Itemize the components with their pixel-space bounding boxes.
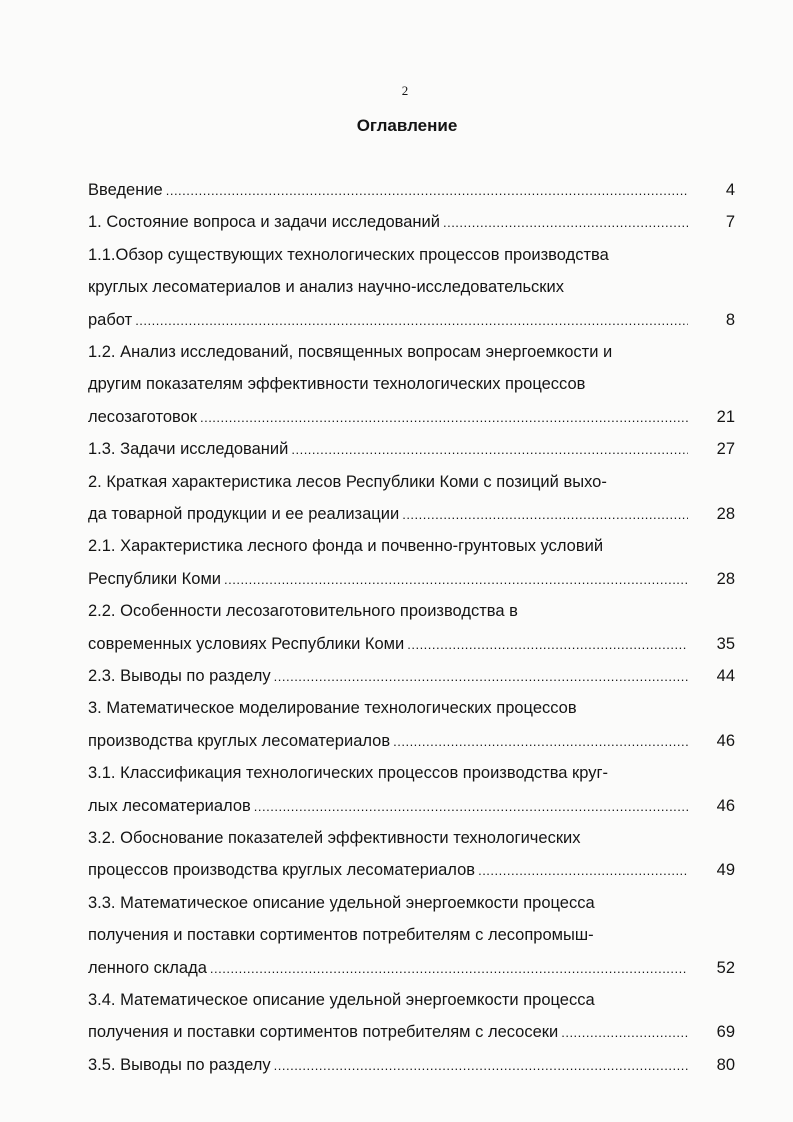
toc-leader-dots [254, 795, 688, 819]
toc-page-number: 69 [716, 1023, 735, 1042]
toc-entry-text: производства круглых лесоматериалов [88, 731, 391, 750]
toc-page-number: 80 [716, 1055, 735, 1074]
toc-entry-text: современных условиях Республики Коми [88, 634, 405, 653]
toc-leader-dots [166, 179, 688, 203]
toc-leader-dots [274, 665, 688, 689]
toc-entry-line [88, 437, 688, 461]
toc-leader-dots [478, 859, 688, 883]
toc-entry-line [88, 308, 688, 332]
toc-page-number: 4 [725, 181, 735, 199]
toc-entry-line [88, 502, 688, 526]
toc-entry-line [88, 405, 688, 429]
toc-entry-text: получения и поставки сортиментов потребителям с лесосеки [88, 1023, 559, 1042]
toc-entry-text: 1.3. Задачи исследований [88, 440, 289, 459]
toc-entry-line [88, 340, 612, 364]
toc-entry-line [88, 826, 581, 850]
toc-entry-text: работ [88, 310, 133, 329]
toc-entry-text: 2.1. Характеристика лесного фонда и почвенно-грунтовых условий [88, 537, 604, 556]
toc-page-number: 7 [725, 213, 735, 232]
toc-entry-line [88, 1053, 688, 1077]
toc-entry-line [88, 632, 688, 656]
toc-page-number: 8 [725, 310, 735, 329]
toc-entry-line [88, 858, 688, 882]
toc-entry-text: процессов производства круглых лесоматериалов [88, 861, 476, 880]
toc-entry-line [88, 1020, 688, 1044]
toc-entry-line [88, 761, 608, 785]
page-number: 2 [401, 83, 409, 98]
toc-entry-text: лесозаготовок [88, 407, 197, 426]
toc-entry-line [88, 664, 688, 688]
toc-page-number: 21 [716, 407, 735, 426]
toc-entry-line [88, 470, 607, 494]
toc-entry-text: 3.5. Выводы по разделу [88, 1055, 271, 1074]
toc-entry-text: 3.3. Математическое описание удельной энергоемкости процесса [88, 893, 595, 912]
toc-leader-dots [274, 1054, 688, 1078]
toc-entry-text: 2.2. Особенности лесозаготовительного производства в [88, 602, 518, 621]
toc-page-number: 52 [716, 958, 735, 977]
toc-entry-text: 3.1. Классификация технологических процессов производства круг- [88, 764, 609, 783]
toc-leader-dots [135, 309, 688, 333]
toc-leader-dots [393, 730, 688, 754]
toc-entry-text: 2.3. Выводы по разделу [88, 667, 271, 685]
toc-entry-line [88, 534, 603, 558]
toc-entry-line [88, 956, 688, 980]
toc-page-number: 28 [716, 569, 735, 588]
toc-entry-line [88, 988, 595, 1012]
toc-entry-line [88, 729, 688, 753]
toc-entry-line [88, 275, 564, 299]
toc-entry-text: 3. Математическое моделирование технологических процессов [88, 699, 577, 718]
toc-entry-text: получения и поставки сортиментов потребителям с лесопромыш- [88, 926, 594, 945]
toc-entry-text: ленного склада [88, 958, 207, 977]
toc-entry-text: Введение [88, 181, 163, 199]
toc-entry-text: Республики Коми [88, 569, 221, 588]
toc-entry-line [88, 567, 688, 591]
toc-entry-line [88, 794, 688, 818]
toc-page-number: 28 [716, 505, 735, 523]
toc-entry-line [88, 696, 577, 720]
toc-entry-text: 1. Состояние вопроса и задачи исследований [88, 213, 440, 232]
toc-entry-text: 1.2. Анализ исследований, посвященных вопросам энергоемкости и [88, 343, 613, 361]
toc-entry-line [88, 178, 688, 202]
toc-entry-text: 3.4. Математическое описание удельной энергоемкости процесса [88, 991, 595, 1009]
toc-leader-dots [407, 633, 688, 657]
toc-leader-dots [200, 406, 688, 430]
toc-page-number: 46 [716, 796, 735, 815]
toc-page-number: 44 [716, 667, 735, 685]
toc-entry-line [88, 599, 518, 623]
toc-entry-text: лых лесоматериалов [88, 796, 251, 815]
toc-leader-dots [210, 957, 688, 981]
toc-entry-text: 3.2. Обоснование показателей эффективности технологических [88, 829, 581, 847]
toc-entry-text: да товарной продукции и ее реализации [88, 505, 400, 523]
toc-entry-line [88, 923, 594, 947]
toc-page-number: 49 [716, 861, 735, 880]
toc-entry-text: другим показателям эффективности технологических процессов [88, 375, 586, 394]
toc-entry-text: круглых лесоматериалов и анализ научно-исследовательских [88, 278, 564, 297]
toc-leader-dots [443, 211, 688, 235]
toc-page-number: 27 [716, 440, 735, 459]
toc-leader-dots [561, 1021, 688, 1045]
toc-entry-text: 2. Краткая характеристика лесов Республики Коми с позиций выхо- [88, 472, 607, 491]
toc-entry-line [88, 210, 688, 234]
toc-entry-text: 1.1.Обзор существующих технологических процессов производства [88, 245, 609, 264]
toc-leader-dots [224, 568, 688, 592]
toc-entry-line [88, 891, 595, 915]
toc-leader-dots [291, 438, 688, 462]
toc-entry-line [88, 372, 585, 396]
toc-entry-line [88, 243, 609, 267]
toc-page-number: 46 [716, 731, 735, 750]
toc-page-number: 35 [716, 634, 735, 653]
page-title: Оглавление [356, 116, 458, 135]
toc-leader-dots [402, 503, 688, 527]
